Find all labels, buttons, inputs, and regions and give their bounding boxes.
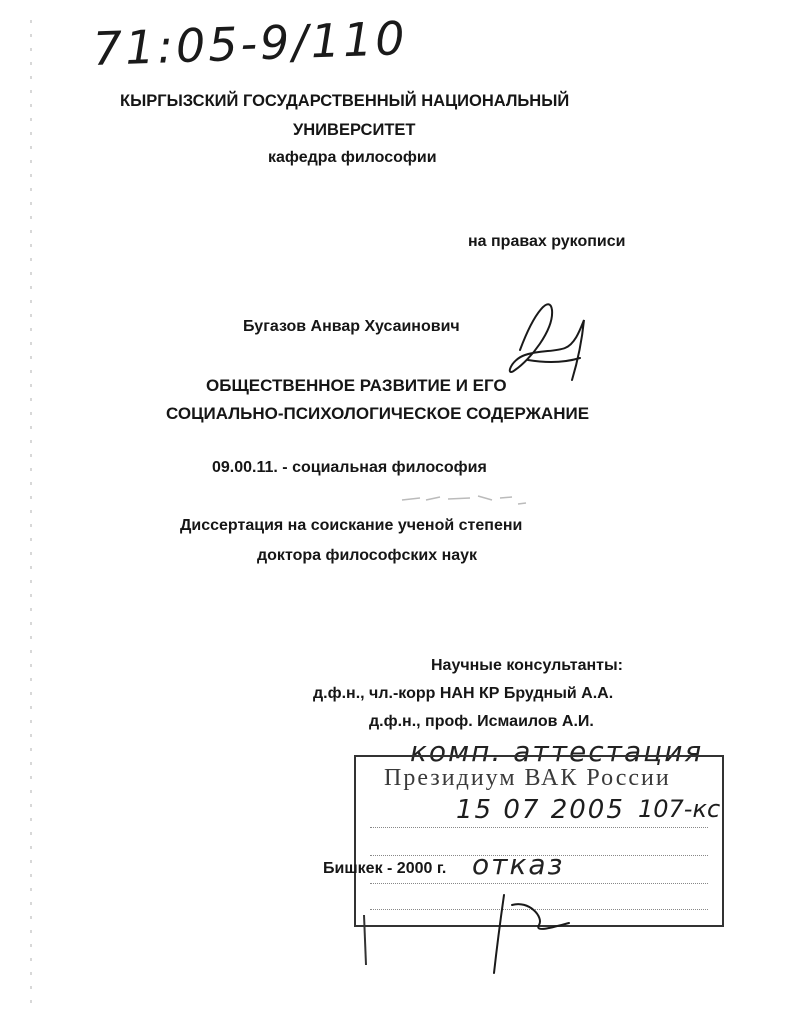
rights-note: на правах рукописи — [468, 233, 626, 250]
stamp-date: 15 07 2005 — [456, 795, 625, 825]
author-name: Бугазов Анвар Хусаинович — [243, 318, 460, 335]
stamp-title: Президиум ВАК России — [384, 765, 671, 791]
degree-statement-line1: Диссертация на соискание ученой степени — [180, 517, 523, 534]
specialty-code: 09.00.11. - социальная философия — [212, 459, 487, 476]
department-name: кафедра философии — [268, 149, 437, 166]
signature-icon — [480, 290, 610, 390]
handwritten-note-above-stamp: комп. аттестация — [410, 735, 704, 768]
consultant-1: д.ф.н., чл.-корр НАН КР Брудный А.А. — [313, 685, 614, 702]
handwritten-note-below-stamp: отказ — [472, 848, 565, 881]
consultant-2: д.ф.н., проф. Исмаилов А.И. — [369, 713, 594, 730]
consultants-heading: Научные консультанты: — [431, 657, 623, 674]
scan-smudge — [400, 488, 540, 512]
university-name-line1: КЫРГЫЗСКИЙ ГОСУДАРСТВЕННЫЙ НАЦИОНАЛЬНЫЙ — [120, 92, 570, 110]
degree-statement-line2: доктора философских наук — [257, 547, 478, 564]
university-name-line2: УНИВЕРСИТЕТ — [293, 121, 416, 139]
handwritten-archive-code: 71:05-9/110 — [92, 11, 409, 76]
dissertation-title-line2: СОЦИАЛЬНО-ПСИХОЛОГИЧЕСКОЕ СОДЕРЖАНИЕ — [166, 404, 590, 423]
scan-edge-artifact — [30, 20, 32, 1010]
dissertation-title-line1: ОБЩЕСТВЕННОЕ РАЗВИТИЕ И ЕГО — [206, 376, 507, 395]
city-year: Бишкек - 2000 г. — [323, 860, 447, 877]
stamp-number: 107-кс — [638, 795, 721, 823]
